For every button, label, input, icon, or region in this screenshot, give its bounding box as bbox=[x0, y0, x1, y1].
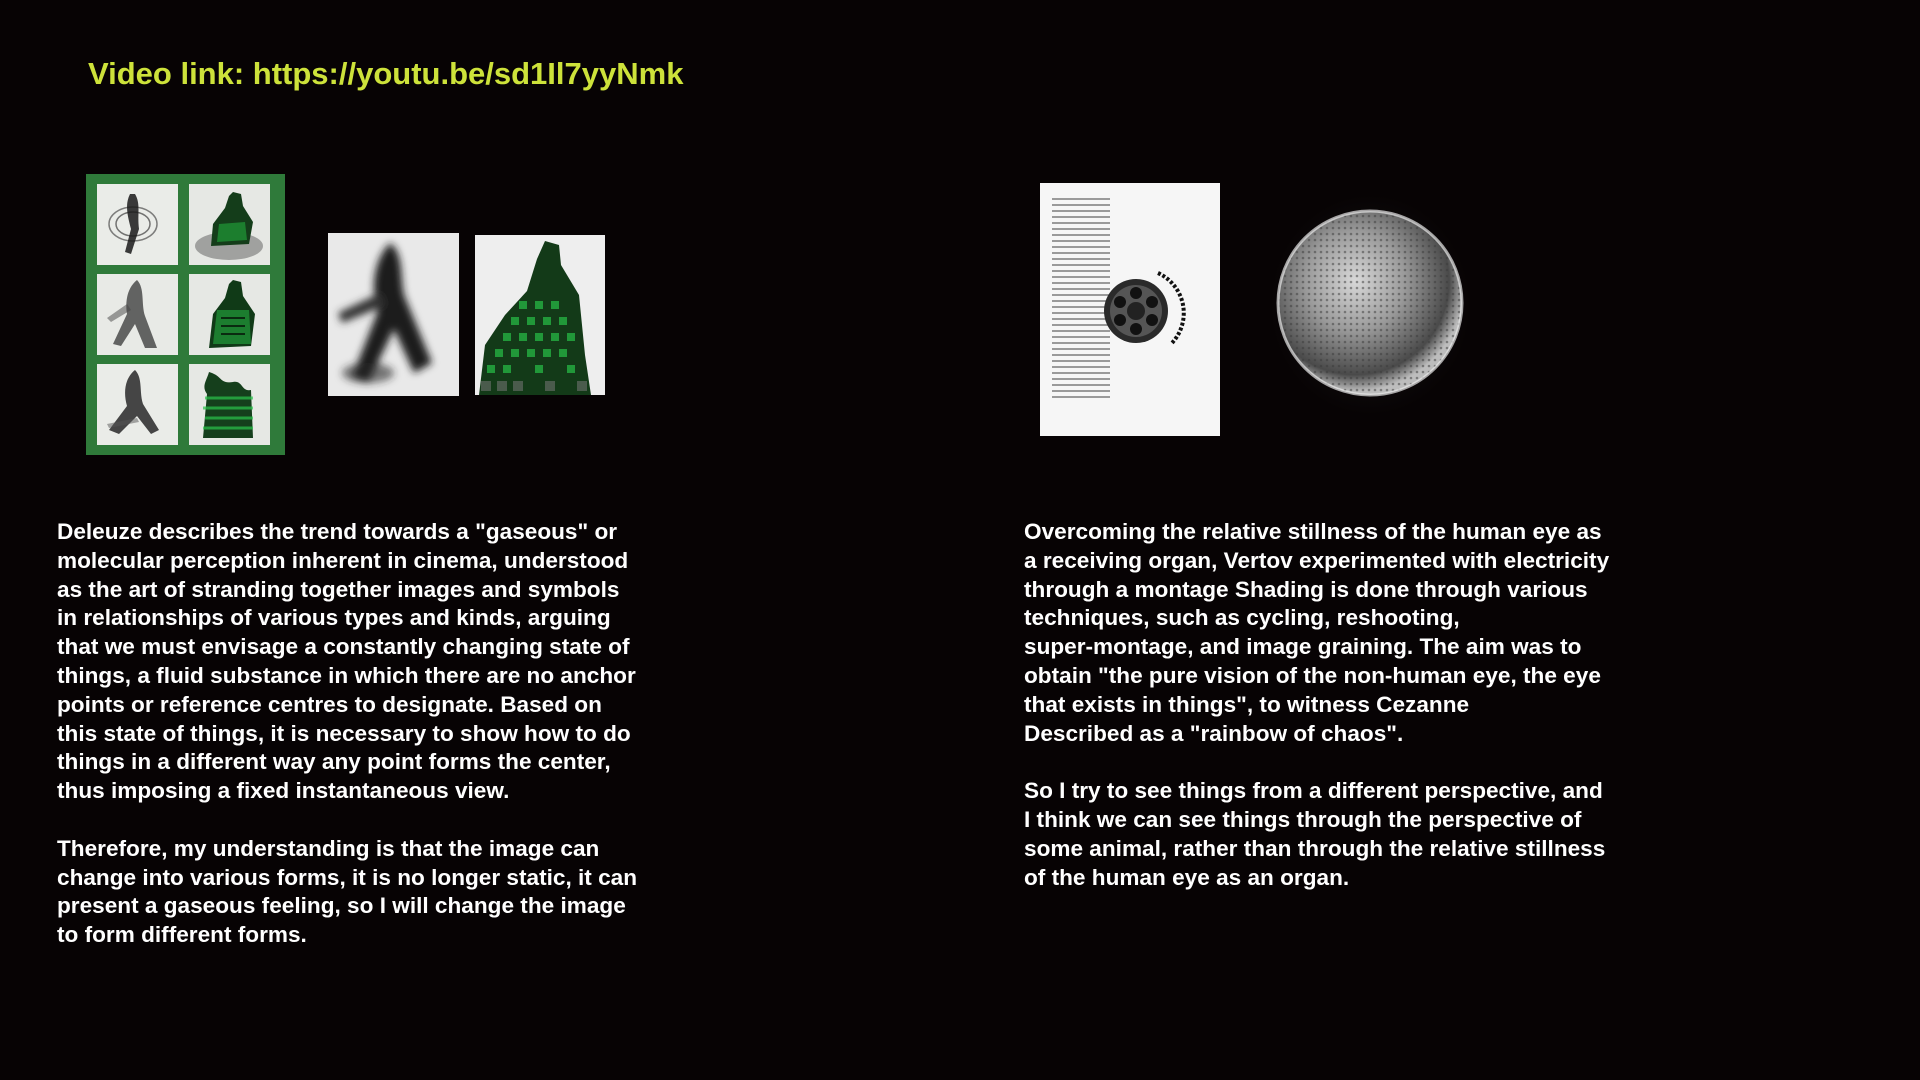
pixelated-green-figure-image bbox=[475, 235, 605, 395]
frame-green-figure-1 bbox=[189, 184, 270, 265]
image-sequence-grid bbox=[86, 174, 285, 455]
frame-green-figure-2 bbox=[189, 274, 270, 355]
left-text-column bbox=[57, 518, 737, 950]
frame-green-wave bbox=[189, 364, 270, 445]
blurred-figure-image bbox=[328, 233, 459, 396]
perspective-paragraph: So I try to see things from a different perspective, and I think we can see things through the perspective of some animal, rather than through the relative stillness of the human eye as an organ. bbox=[1024, 778, 1606, 890]
video-link[interactable]: Video link: https://youtu.be/sd1Il7yyNmk bbox=[88, 56, 684, 91]
book-page-image bbox=[1040, 183, 1220, 436]
deleuze-paragraph: Deleuze describes the trend towards a "gaseous" or molecular perception inherent in cinema, understood as the art of stranding together images and symbols in relationships of various types and kinds, arguing that we must envisage a constantly changing state of things, a fluid substance in which there are no anchor points or reference centres to designate. Based on this state of things, it is necessary to show how to do things in a different way any point forms the center, thus imposing a fixed instantaneous view. bbox=[57, 519, 636, 804]
understanding-paragraph: Therefore, my understanding is that the image can change into various forms, it is no longer static, it can present a gaseous feeling, so I will change the image to form different forms. bbox=[57, 835, 638, 948]
vertov-paragraph: Overcoming the relative stillness of the human eye as a receiving organ, Vertov experimented with electricity through a montage Shading is done through various techniques, such as cycling, reshooting, super-montage, and image graining. The aim was to obtain "the pure vision of the non-human eye, the eye that exists in things", to witness Cezanne Described as a "rainbow of chaos". bbox=[1024, 519, 1610, 746]
frame-motion-blur-1 bbox=[97, 184, 178, 265]
eye-sphere-image bbox=[1270, 195, 1470, 415]
frame-motion-blur-3 bbox=[97, 364, 178, 445]
frame-motion-blur-2 bbox=[97, 274, 178, 355]
right-text-column bbox=[1024, 518, 1704, 892]
